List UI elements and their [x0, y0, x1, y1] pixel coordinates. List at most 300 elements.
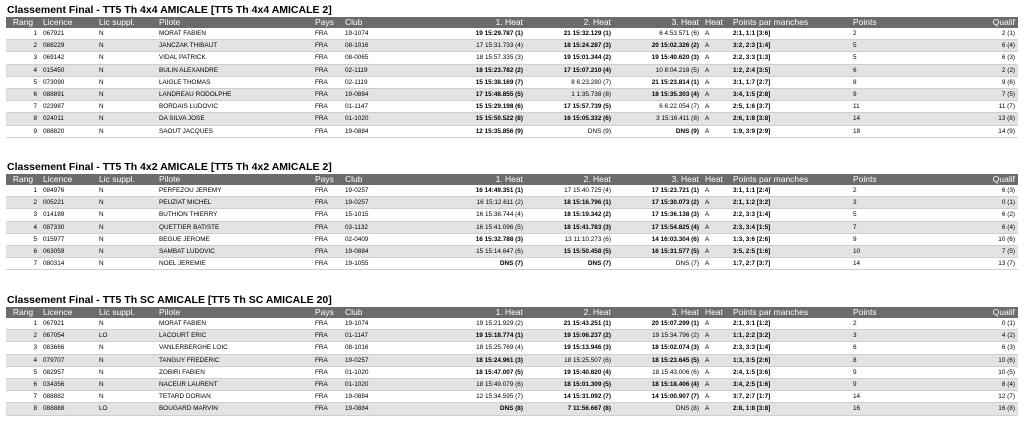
cell-h3: DNS (7): [614, 258, 702, 270]
cell-points: 2: [850, 185, 918, 197]
cell-club: 19-0884: [342, 125, 432, 137]
cell-heat: A: [702, 28, 730, 40]
column-header-qualif: Qualif: [918, 17, 1018, 28]
cell-pays: FRA: [312, 246, 342, 258]
cell-club: 19-1055: [342, 258, 432, 270]
cell-ppm: 1:3, 3:6 [2:6]: [730, 233, 850, 245]
cell-h2: 19 15:06.237 (2): [526, 330, 614, 342]
table-row: [6, 28, 1018, 40]
cell-ppm: 3:4, 1:5 [2:8]: [730, 89, 850, 101]
cell-heat: A: [702, 209, 730, 221]
cell-lic: N: [96, 40, 156, 52]
cell-pays: FRA: [312, 28, 342, 40]
cell-qualif: 0 (1): [918, 197, 1018, 209]
cell-pilote: PEUZIAT MICHEL: [156, 197, 312, 209]
cell-ppm: 1:2, 2:4 [3:5]: [730, 64, 850, 76]
cell-heat: A: [702, 258, 730, 270]
cell-heat: A: [702, 185, 730, 197]
cell-h1: 19 15:18.774 (1): [432, 330, 526, 342]
cell-rang: 6: [6, 246, 40, 258]
cell-points: 3: [850, 197, 918, 209]
cell-licence: 080314: [40, 258, 96, 270]
cell-rang: 5: [6, 233, 40, 245]
cell-pilote: TANGUY FREDERIC: [156, 354, 312, 366]
column-header-qualif: Qualif: [918, 174, 1018, 185]
cell-lic: N: [96, 113, 156, 125]
cell-rang: 3: [6, 52, 40, 64]
cell-h2: 18 15:41.783 (3): [526, 221, 614, 233]
cell-points: 9: [850, 89, 918, 101]
cell-pays: FRA: [312, 52, 342, 64]
column-header-pays: Pays: [312, 174, 342, 185]
cell-rang: 2: [6, 197, 40, 209]
cell-lic: N: [96, 197, 156, 209]
cell-lic: LO: [96, 330, 156, 342]
cell-club: 19-1074: [342, 318, 432, 330]
cell-rang: 5: [6, 366, 40, 378]
column-header-points: Points: [850, 17, 918, 28]
cell-licence: 067054: [40, 330, 96, 342]
cell-club: 15-1015: [342, 209, 432, 221]
cell-points: 8: [850, 354, 918, 366]
cell-lic: N: [96, 366, 156, 378]
cell-h3: 14 16:03.304 (6): [614, 233, 702, 245]
cell-lic: N: [96, 185, 156, 197]
results-table: [6, 17, 1018, 138]
column-header-ppm: Points par manches: [730, 17, 850, 28]
cell-pays: FRA: [312, 209, 342, 221]
results-table: [6, 307, 1018, 416]
cell-lic: N: [96, 318, 156, 330]
cell-h1: 16 14:49.351 (1): [432, 185, 526, 197]
table-row: [6, 403, 1018, 415]
cell-club: 02-0409: [342, 233, 432, 245]
cell-pays: FRA: [312, 330, 342, 342]
cell-ppm: 2:2, 3:3 [1:4]: [730, 209, 850, 221]
cell-licence: 088229: [40, 40, 96, 52]
cell-club: 01-1147: [342, 330, 432, 342]
cell-ppm: 2:3, 3:3 [1:4]: [730, 342, 850, 354]
cell-h2: 1 1:35.738 (8): [526, 89, 614, 101]
cell-licence: 067921: [40, 318, 96, 330]
cell-pays: FRA: [312, 318, 342, 330]
cell-rang: 5: [6, 76, 40, 88]
cell-ppm: 2:1, 1:2 [3:2]: [730, 197, 850, 209]
cell-rang: 1: [6, 318, 40, 330]
cell-ppm: 2:3, 3:4 [1:5]: [730, 221, 850, 233]
cell-club: 19-0884: [342, 403, 432, 415]
table-row: [6, 391, 1018, 403]
cell-licence: 087330: [40, 221, 96, 233]
cell-pilote: LAIGLE THOMAS: [156, 76, 312, 88]
cell-qualif: 16 (8): [918, 403, 1018, 415]
cell-lic: N: [96, 89, 156, 101]
cell-qualif: 6 (3): [918, 342, 1018, 354]
cell-h2: 18 15:19.342 (2): [526, 209, 614, 221]
cell-h2: 17 15:40.725 (4): [526, 185, 614, 197]
cell-h3: 21 15:23.814 (1): [614, 76, 702, 88]
cell-pays: FRA: [312, 101, 342, 113]
cell-club: 02-1119: [342, 76, 432, 88]
cell-qualif: 6 (4): [918, 40, 1018, 52]
column-header-h3: 3. Heat: [614, 307, 702, 318]
column-header-licence: Licence: [40, 307, 96, 318]
cell-pilote: QUETTIER BATISTE: [156, 221, 312, 233]
cell-h2: 19 15:40.820 (4): [526, 366, 614, 378]
cell-points: 2: [850, 318, 918, 330]
column-header-rang: Rang: [6, 307, 40, 318]
cell-licence: 084976: [40, 185, 96, 197]
cell-qualif: 9 (6): [918, 76, 1018, 88]
cell-ppm: 1:1, 2:2 [3:2]: [730, 330, 850, 342]
cell-club: 08-1016: [342, 342, 432, 354]
cell-heat: A: [702, 342, 730, 354]
cell-points: 2: [850, 28, 918, 40]
results-table: [6, 174, 1018, 270]
cell-h3: DNS (8): [614, 403, 702, 415]
cell-qualif: 0 (1): [918, 318, 1018, 330]
cell-h2: 19 15:01.344 (2): [526, 52, 614, 64]
column-header-h2: 2. Heat: [526, 17, 614, 28]
cell-heat: A: [702, 330, 730, 342]
cell-qualif: 10 (5): [918, 366, 1018, 378]
cell-licence: 073090: [40, 76, 96, 88]
cell-points: 6: [850, 342, 918, 354]
cell-ppm: 2:1, 1:1 [3:6]: [730, 28, 850, 40]
cell-points: 14: [850, 113, 918, 125]
column-header-h3: 3. Heat: [614, 17, 702, 28]
cell-points: 5: [850, 209, 918, 221]
cell-licence: 063059: [40, 246, 96, 258]
cell-h2: 16 15:05.332 (6): [526, 113, 614, 125]
cell-pays: FRA: [312, 40, 342, 52]
cell-points: 9: [850, 366, 918, 378]
cell-lic: N: [96, 391, 156, 403]
cell-qualif: 13 (8): [918, 113, 1018, 125]
cell-ppm: 3:2, 2:3 [1:4]: [730, 40, 850, 52]
cell-ppm: 2:8, 1:8 [3:8]: [730, 403, 850, 415]
cell-qualif: 6 (3): [918, 185, 1018, 197]
cell-rang: 8: [6, 113, 40, 125]
cell-lic: N: [96, 76, 156, 88]
cell-licence: 015450: [40, 64, 96, 76]
cell-rang: 4: [6, 221, 40, 233]
cell-pays: FRA: [312, 89, 342, 101]
cell-rang: 2: [6, 40, 40, 52]
table-row: [6, 89, 1018, 101]
column-header-club: Club: [342, 307, 432, 318]
cell-pilote: BORDAIS LUDOVIC: [156, 101, 312, 113]
cell-club: 19-0884: [342, 246, 432, 258]
section-4x2: [6, 161, 1018, 270]
table-row: [6, 330, 1018, 342]
cell-rang: 1: [6, 28, 40, 40]
cell-h3: 17 15:23.721 (1): [614, 185, 702, 197]
cell-licence: 083666: [40, 342, 96, 354]
column-header-h1: 1. Heat: [432, 174, 526, 185]
section-title: Classement Final - TT5 Th SC AMICALE [TT5 Th SC AMICALE 20]: [7, 294, 332, 306]
cell-heat: A: [702, 318, 730, 330]
cell-h1: 15 15:50.522 (8): [432, 113, 526, 125]
cell-points: 9: [850, 379, 918, 391]
cell-pays: FRA: [312, 366, 342, 378]
cell-ppm: 2:6, 1:8 [3:8]: [730, 113, 850, 125]
cell-lic: N: [96, 233, 156, 245]
cell-rang: 7: [6, 391, 40, 403]
cell-rang: 3: [6, 342, 40, 354]
cell-ppm: 3:1, 1:7 [2:7]: [730, 76, 850, 88]
cell-h3: DNS (9): [614, 125, 702, 137]
column-header-pilote: Pilote: [156, 174, 312, 185]
cell-lic: N: [96, 342, 156, 354]
cell-ppm: 2:5, 1:6 [3:7]: [730, 101, 850, 113]
cell-h2: 18 15:16.796 (1): [526, 197, 614, 209]
table-header-row: [6, 17, 1018, 28]
cell-licence: 034356: [40, 379, 96, 391]
cell-qualif: 13 (7): [918, 258, 1018, 270]
cell-club: 03-1132: [342, 221, 432, 233]
cell-rang: 4: [6, 354, 40, 366]
cell-points: 5: [850, 40, 918, 52]
cell-lic: N: [96, 258, 156, 270]
cell-h1: 17 15:48.855 (5): [432, 89, 526, 101]
cell-h2: 15 15:50.458 (5): [526, 246, 614, 258]
table-row: [6, 258, 1018, 270]
cell-h1: DNS (7): [432, 258, 526, 270]
cell-h1: 12 15:35.856 (9): [432, 125, 526, 137]
cell-points: 18: [850, 125, 918, 137]
column-header-licence: Licence: [40, 174, 96, 185]
table-row: [6, 246, 1018, 258]
cell-ppm: 3:7, 2:7 [1:7]: [730, 391, 850, 403]
cell-h1: 15 15:38.169 (7): [432, 76, 526, 88]
cell-ppm: 1:7, 2:7 [3:7]: [730, 258, 850, 270]
cell-qualif: 6 (2): [918, 209, 1018, 221]
cell-rang: 7: [6, 101, 40, 113]
cell-qualif: 7 (5): [918, 246, 1018, 258]
table-row: [6, 185, 1018, 197]
cell-h1: 16 15:32.788 (3): [432, 233, 526, 245]
cell-rang: 4: [6, 64, 40, 76]
cell-club: 08-0065: [342, 52, 432, 64]
cell-pays: FRA: [312, 64, 342, 76]
table-row: [6, 101, 1018, 113]
column-header-club: Club: [342, 174, 432, 185]
cell-pilote: SAOUT JACQUES: [156, 125, 312, 137]
section-title: Classement Final - TT5 Th 4x2 AMICALE [TT5 Th 4x2 AMICALE 2]: [7, 161, 332, 173]
cell-club: 19-1074: [342, 28, 432, 40]
cell-h3: 19 15:34.796 (2): [614, 330, 702, 342]
section-4x4: [6, 4, 1018, 138]
cell-licence: 088820: [40, 125, 96, 137]
cell-rang: 1: [6, 185, 40, 197]
column-header-points: Points: [850, 307, 918, 318]
cell-h3: 6 6:22.054 (7): [614, 101, 702, 113]
cell-heat: A: [702, 101, 730, 113]
cell-h3: 10 8:04.218 (5): [614, 64, 702, 76]
cell-pays: FRA: [312, 403, 342, 415]
cell-rang: 9: [6, 125, 40, 137]
cell-h2: 18 15:24.287 (3): [526, 40, 614, 52]
cell-licence: 088882: [40, 391, 96, 403]
cell-heat: A: [702, 76, 730, 88]
cell-club: 01-1020: [342, 113, 432, 125]
cell-h1: 16 15:41.096 (5): [432, 221, 526, 233]
column-header-licence: Licence: [40, 17, 96, 28]
cell-licence: 014189: [40, 209, 96, 221]
cell-club: 19-0257: [342, 185, 432, 197]
cell-licence: 088888: [40, 403, 96, 415]
cell-lic: N: [96, 354, 156, 366]
column-header-club: Club: [342, 17, 432, 28]
cell-rang: 7: [6, 258, 40, 270]
cell-h1: 18 15:57.335 (3): [432, 52, 526, 64]
cell-licence: 067921: [40, 28, 96, 40]
cell-heat: A: [702, 221, 730, 233]
table-row: [6, 209, 1018, 221]
cell-points: 9: [850, 233, 918, 245]
cell-h2: DNS (9): [526, 125, 614, 137]
cell-h2: 19 15:13.946 (3): [526, 342, 614, 354]
cell-h1: 16 15:38.744 (4): [432, 209, 526, 221]
cell-h1: 18 15:47.007 (5): [432, 366, 526, 378]
cell-pilote: BEGUE JEROME: [156, 233, 312, 245]
table-header-row: [6, 174, 1018, 185]
cell-points: 16: [850, 403, 918, 415]
table-row: [6, 221, 1018, 233]
cell-lic: LO: [96, 403, 156, 415]
table-row: [6, 342, 1018, 354]
cell-h2: 7 11:56.667 (8): [526, 403, 614, 415]
cell-ppm: 1:3, 3:5 [2:6]: [730, 354, 850, 366]
cell-pays: FRA: [312, 342, 342, 354]
cell-pays: FRA: [312, 379, 342, 391]
cell-h1: 16 15:12.611 (2): [432, 197, 526, 209]
cell-lic: N: [96, 379, 156, 391]
cell-pilote: MORAT FABIEN: [156, 318, 312, 330]
cell-h1: 18 15:24.961 (3): [432, 354, 526, 366]
table-row: [6, 76, 1018, 88]
column-header-qualif: Qualif: [918, 307, 1018, 318]
column-header-pays: Pays: [312, 307, 342, 318]
column-header-pilote: Pilote: [156, 17, 312, 28]
cell-h3: 20 15:07.299 (1): [614, 318, 702, 330]
cell-pilote: SAMBAT LUDOVIC: [156, 246, 312, 258]
cell-h2: 18 15:01.309 (5): [526, 379, 614, 391]
cell-pays: FRA: [312, 258, 342, 270]
cell-points: 3: [850, 330, 918, 342]
cell-points: 14: [850, 258, 918, 270]
column-header-heat: Heat: [702, 17, 730, 28]
cell-qualif: 7 (5): [918, 89, 1018, 101]
cell-h1: 18 15:23.782 (2): [432, 64, 526, 76]
column-header-h2: 2. Heat: [526, 174, 614, 185]
cell-h3: 18 15:35.303 (4): [614, 89, 702, 101]
cell-points: 7: [850, 221, 918, 233]
section-title: Classement Final - TT5 Th 4x4 AMICALE [TT5 Th 4x4 AMICALE 2]: [7, 4, 332, 16]
cell-pays: FRA: [312, 197, 342, 209]
cell-club: 19-0257: [342, 197, 432, 209]
cell-pays: FRA: [312, 233, 342, 245]
cell-pilote: BUTHION THIERRY: [156, 209, 312, 221]
cell-pays: FRA: [312, 185, 342, 197]
cell-heat: A: [702, 40, 730, 52]
cell-heat: A: [702, 197, 730, 209]
cell-h2: 21 15:32.129 (1): [526, 28, 614, 40]
cell-heat: A: [702, 403, 730, 415]
cell-h1: 17 15:31.733 (4): [432, 40, 526, 52]
table-row: [6, 64, 1018, 76]
cell-qualif: 6 (3): [918, 52, 1018, 64]
table-row: [6, 197, 1018, 209]
cell-lic: N: [96, 28, 156, 40]
column-header-pays: Pays: [312, 17, 342, 28]
cell-lic: N: [96, 52, 156, 64]
cell-licence: 088891: [40, 89, 96, 101]
cell-pilote: BOUGARD MARVIN: [156, 403, 312, 415]
cell-h3: 3 15:16.411 (8): [614, 113, 702, 125]
cell-h2: 17 15:07.210 (4): [526, 64, 614, 76]
cell-club: 19-0257: [342, 354, 432, 366]
table-row: [6, 113, 1018, 125]
column-header-h1: 1. Heat: [432, 17, 526, 28]
cell-licence: 005221: [40, 197, 96, 209]
cell-heat: A: [702, 379, 730, 391]
column-header-heat: Heat: [702, 307, 730, 318]
cell-club: 01-1020: [342, 366, 432, 378]
cell-licence: 015977: [40, 233, 96, 245]
cell-h3: 20 15:02.326 (2): [614, 40, 702, 52]
section-sc: [6, 294, 1018, 416]
cell-club: 01-1020: [342, 379, 432, 391]
table-row: [6, 52, 1018, 64]
cell-rang: 6: [6, 89, 40, 101]
cell-qualif: 2 (1): [918, 28, 1018, 40]
cell-club: 01-1147: [342, 101, 432, 113]
cell-h1: 18 15:25.769 (4): [432, 342, 526, 354]
cell-points: 6: [850, 64, 918, 76]
cell-heat: A: [702, 391, 730, 403]
column-header-lic: Lic suppl.: [96, 17, 156, 28]
column-header-lic: Lic suppl.: [96, 174, 156, 185]
cell-pilote: LACOURT ERIC: [156, 330, 312, 342]
cell-heat: A: [702, 52, 730, 64]
cell-qualif: 6 (4): [918, 221, 1018, 233]
column-header-points: Points: [850, 174, 918, 185]
column-header-ppm: Points par manches: [730, 174, 850, 185]
cell-ppm: 2:2, 3:3 [1:3]: [730, 52, 850, 64]
cell-lic: N: [96, 221, 156, 233]
cell-rang: 2: [6, 330, 40, 342]
cell-h3: 17 15:54.825 (4): [614, 221, 702, 233]
cell-heat: A: [702, 246, 730, 258]
cell-pilote: BULIN ALEXANDRE: [156, 64, 312, 76]
cell-licence: 024011: [40, 113, 96, 125]
cell-h2: 13 11:10.273 (6): [526, 233, 614, 245]
cell-lic: N: [96, 125, 156, 137]
table-row: [6, 379, 1018, 391]
cell-pilote: VANLERBERGHE LOIC: [156, 342, 312, 354]
cell-rang: 6: [6, 379, 40, 391]
cell-pilote: VIDAL PATRICK: [156, 52, 312, 64]
column-header-rang: Rang: [6, 17, 40, 28]
cell-ppm: 3:1, 1:1 [2:4]: [730, 185, 850, 197]
cell-heat: A: [702, 354, 730, 366]
column-header-h2: 2. Heat: [526, 307, 614, 318]
cell-pays: FRA: [312, 76, 342, 88]
cell-licence: 069142: [40, 52, 96, 64]
cell-qualif: 12 (7): [918, 391, 1018, 403]
